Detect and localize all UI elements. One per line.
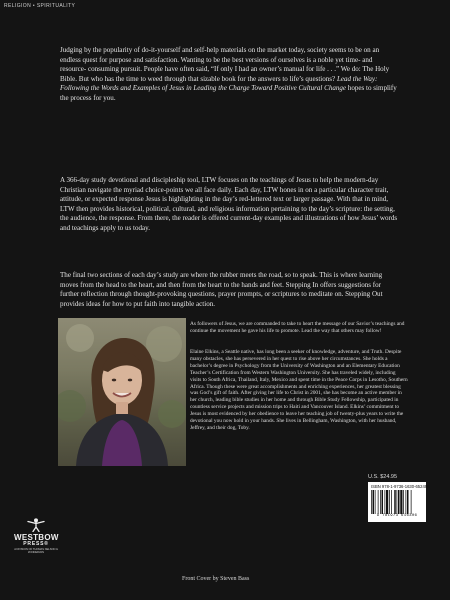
blurb-paragraph-1: Judging by the popularity of do-it-yourself and self-help materials on the market today, society seems to be on an endless quest for purpose and satisfaction. Wanting to be the best versions of ourselves is a noble yet time- and resource- consuming pursuit. People have often said, “If only I had an owner’s manual for life . . .” We do: The Holy Bible. But who has the time to weed through that sizable book for the answers to life’s questions? Lead the Way: Following the Words and Examples of Jesus in Leading the Charge Toward Positive Cultural Change hopes to simplify the process for you. — [60, 46, 397, 102]
barcode-bars — [371, 490, 423, 514]
author-photo — [58, 318, 186, 466]
publisher-division: A DIVISION OF THOMAS NELSON & ZONDERVAN — [14, 548, 58, 555]
price-label: U.S. $24.95 — [368, 474, 398, 480]
price-code: 52495 — [417, 484, 430, 489]
barcode-digits: 9 781973 616306 — [376, 514, 418, 518]
blurb-paragraph-3: The final two sections of each day’s study are where the rubber meets the road, so to speak. This is where learning moves from the head to the heart, and then from the heart to the hands and feet. Stepping In offers suggestions for further reflection through thought-provoking questions, prayer prompts, or scriptures to meditate on. Stepping Out provides ideas for how to put faith into tangible action. — [60, 271, 383, 308]
figure-icon — [24, 518, 48, 532]
blurb-paragraph-2: A 366-day study devotional and discipleship tool, LTW focuses on the teachings of Jesus to help the modern-day Christian navigate the myriad choice-points we all face daily. Each day, LTW hones in on a particular character trait, attitude, or expected response Jesus is highlighting in the day’s red-lettered text or larger passage. With that in mind, LTW then provides historical, political, cultural, and religious information pertaining to the day’s scripture: the setting, the audience, the response. From there, the reader is offered current-day examples and illustrations of how Jesus’ words and teachings apply to us today. — [60, 176, 398, 232]
author-bio: Elaine Elkins, a Seattle native, has long been a seeker of knowledge, adventure, and Truth. Despite many obstacles, she has persevered in her quest to rise above her circumstances. She holds a bachelor’s degree in Psychology from the University of Washington and an Elementary Education Teacher’s Certification from Western Washington University. She has traveled widely, including visits to South Africa, Thailand, Italy, Mexico and spent time in the Peace Corps in Lesotho, Southern Africa. Though these were great accomplishments and enriching experiences, her greatest blessing was God’s gift of faith. After giving her life to Christ in 2001, she has become an active member in her church, leading bible studies in her home and through Bible Study Fellowship, participated in countless service projects and mission trips to Haiti and Vancouver Island. Elkins’ commitment to Jesus is most evidenced by her obedience to leave her teaching job of twenty-plus years to write the devotional you now hold in your hands. She lives in Bellingham, Washington, with her husband, Jeffrey, and their dog, Toby. — [190, 349, 408, 431]
isbn-number: ISBN 978-1-9736-1630-6 — [371, 484, 418, 489]
publisher-logo — [14, 518, 58, 554]
publisher-name: WESTBOW — [14, 533, 59, 542]
category-label: RELIGION • SPIRITUALITY — [4, 3, 76, 9]
cover-credit: Front Cover by Steven Bass — [182, 576, 250, 582]
isbn-barcode — [368, 482, 430, 522]
author-quote: As followers of Jesus, we are commanded to take to heart the message of our Savior’s teachings and continue the movement he gave his life to promote. Lead the way that others may follow! — [190, 321, 405, 334]
book-title: Lead the Way: Following the Words and Examples of Jesus in Leading the Charge Toward Positive Cultural Change — [60, 74, 378, 93]
publisher-press: PRESS® — [23, 541, 49, 547]
